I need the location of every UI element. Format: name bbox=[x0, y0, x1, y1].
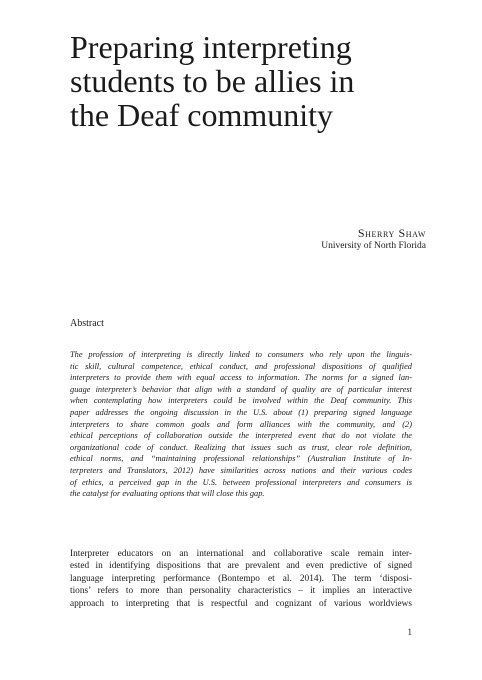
author-name: Sherry Shaw bbox=[357, 226, 426, 240]
abstract-line: ethical perceptions of collaboration outside the interpreted event that do not violate the bbox=[70, 431, 412, 441]
abstract-body bbox=[70, 349, 412, 500]
abstract-line: organizational code of conduct. Realizing that issues such as trust, clear role definition, bbox=[70, 442, 412, 452]
title-line: Preparing interpreting bbox=[70, 29, 352, 65]
abstract-line: the catalyst for evaluating options that will close this gap. bbox=[70, 489, 265, 499]
body-paragraph bbox=[70, 548, 412, 610]
abstract-line: interpreters to provide them with equal access to information. The norms for a signed lan- bbox=[70, 373, 412, 383]
abstract-line: guage interpreter’s behavior that align with a standard of quality are of particular interest bbox=[70, 384, 412, 394]
abstract-heading: Abstract bbox=[70, 318, 104, 329]
body-line: tions’ refers to more than personality characteristics – it implies an interactive bbox=[70, 586, 412, 597]
abstract-line: terpreters and Translators, 2012) have similarities across nations and their various codes bbox=[70, 465, 412, 475]
article-title bbox=[70, 30, 450, 132]
abstract-line: interpreters to share common goals and form alliances with the community, and (2) bbox=[70, 419, 412, 429]
body-line: ested in identifying dispositions that are prevalent and even predictive of signed bbox=[70, 561, 412, 572]
body-line: language interpreting performance (Bontempo et al. 2014). The term ‘disposi- bbox=[70, 573, 412, 584]
page-number: 1 bbox=[407, 627, 412, 637]
body-line: Interpreter educators on an international and collaborative scale remain inter- bbox=[70, 549, 412, 559]
abstract-line: The profession of interpreting is directly linked to consumers who rely upon the linguis- bbox=[70, 350, 412, 359]
abstract-line: when contemplating how interpreters could be involved within the Deaf community. This bbox=[70, 396, 412, 406]
abstract-line: paper addresses the ongoing discussion in the U.S. about (1) preparing signed language bbox=[70, 407, 412, 417]
title-line: the Deaf community bbox=[70, 97, 334, 133]
abstract-line: of ethics, a perceived gap in the U.S. between professional interpreters and consumers is bbox=[70, 477, 412, 487]
body-line: approach to interpreting that is respectful and cognizant of various worldviews bbox=[70, 598, 412, 609]
abstract-line: ethical norms, and “maintaining professional relationships” (Australian Institute of In- bbox=[70, 454, 412, 464]
abstract-line: tic skill, cultural competence, ethical conduct, and professional dispositions of qualified bbox=[70, 361, 412, 371]
title-line: students to be allies in bbox=[70, 63, 355, 99]
author-affiliation: University of North Florida bbox=[321, 241, 426, 251]
